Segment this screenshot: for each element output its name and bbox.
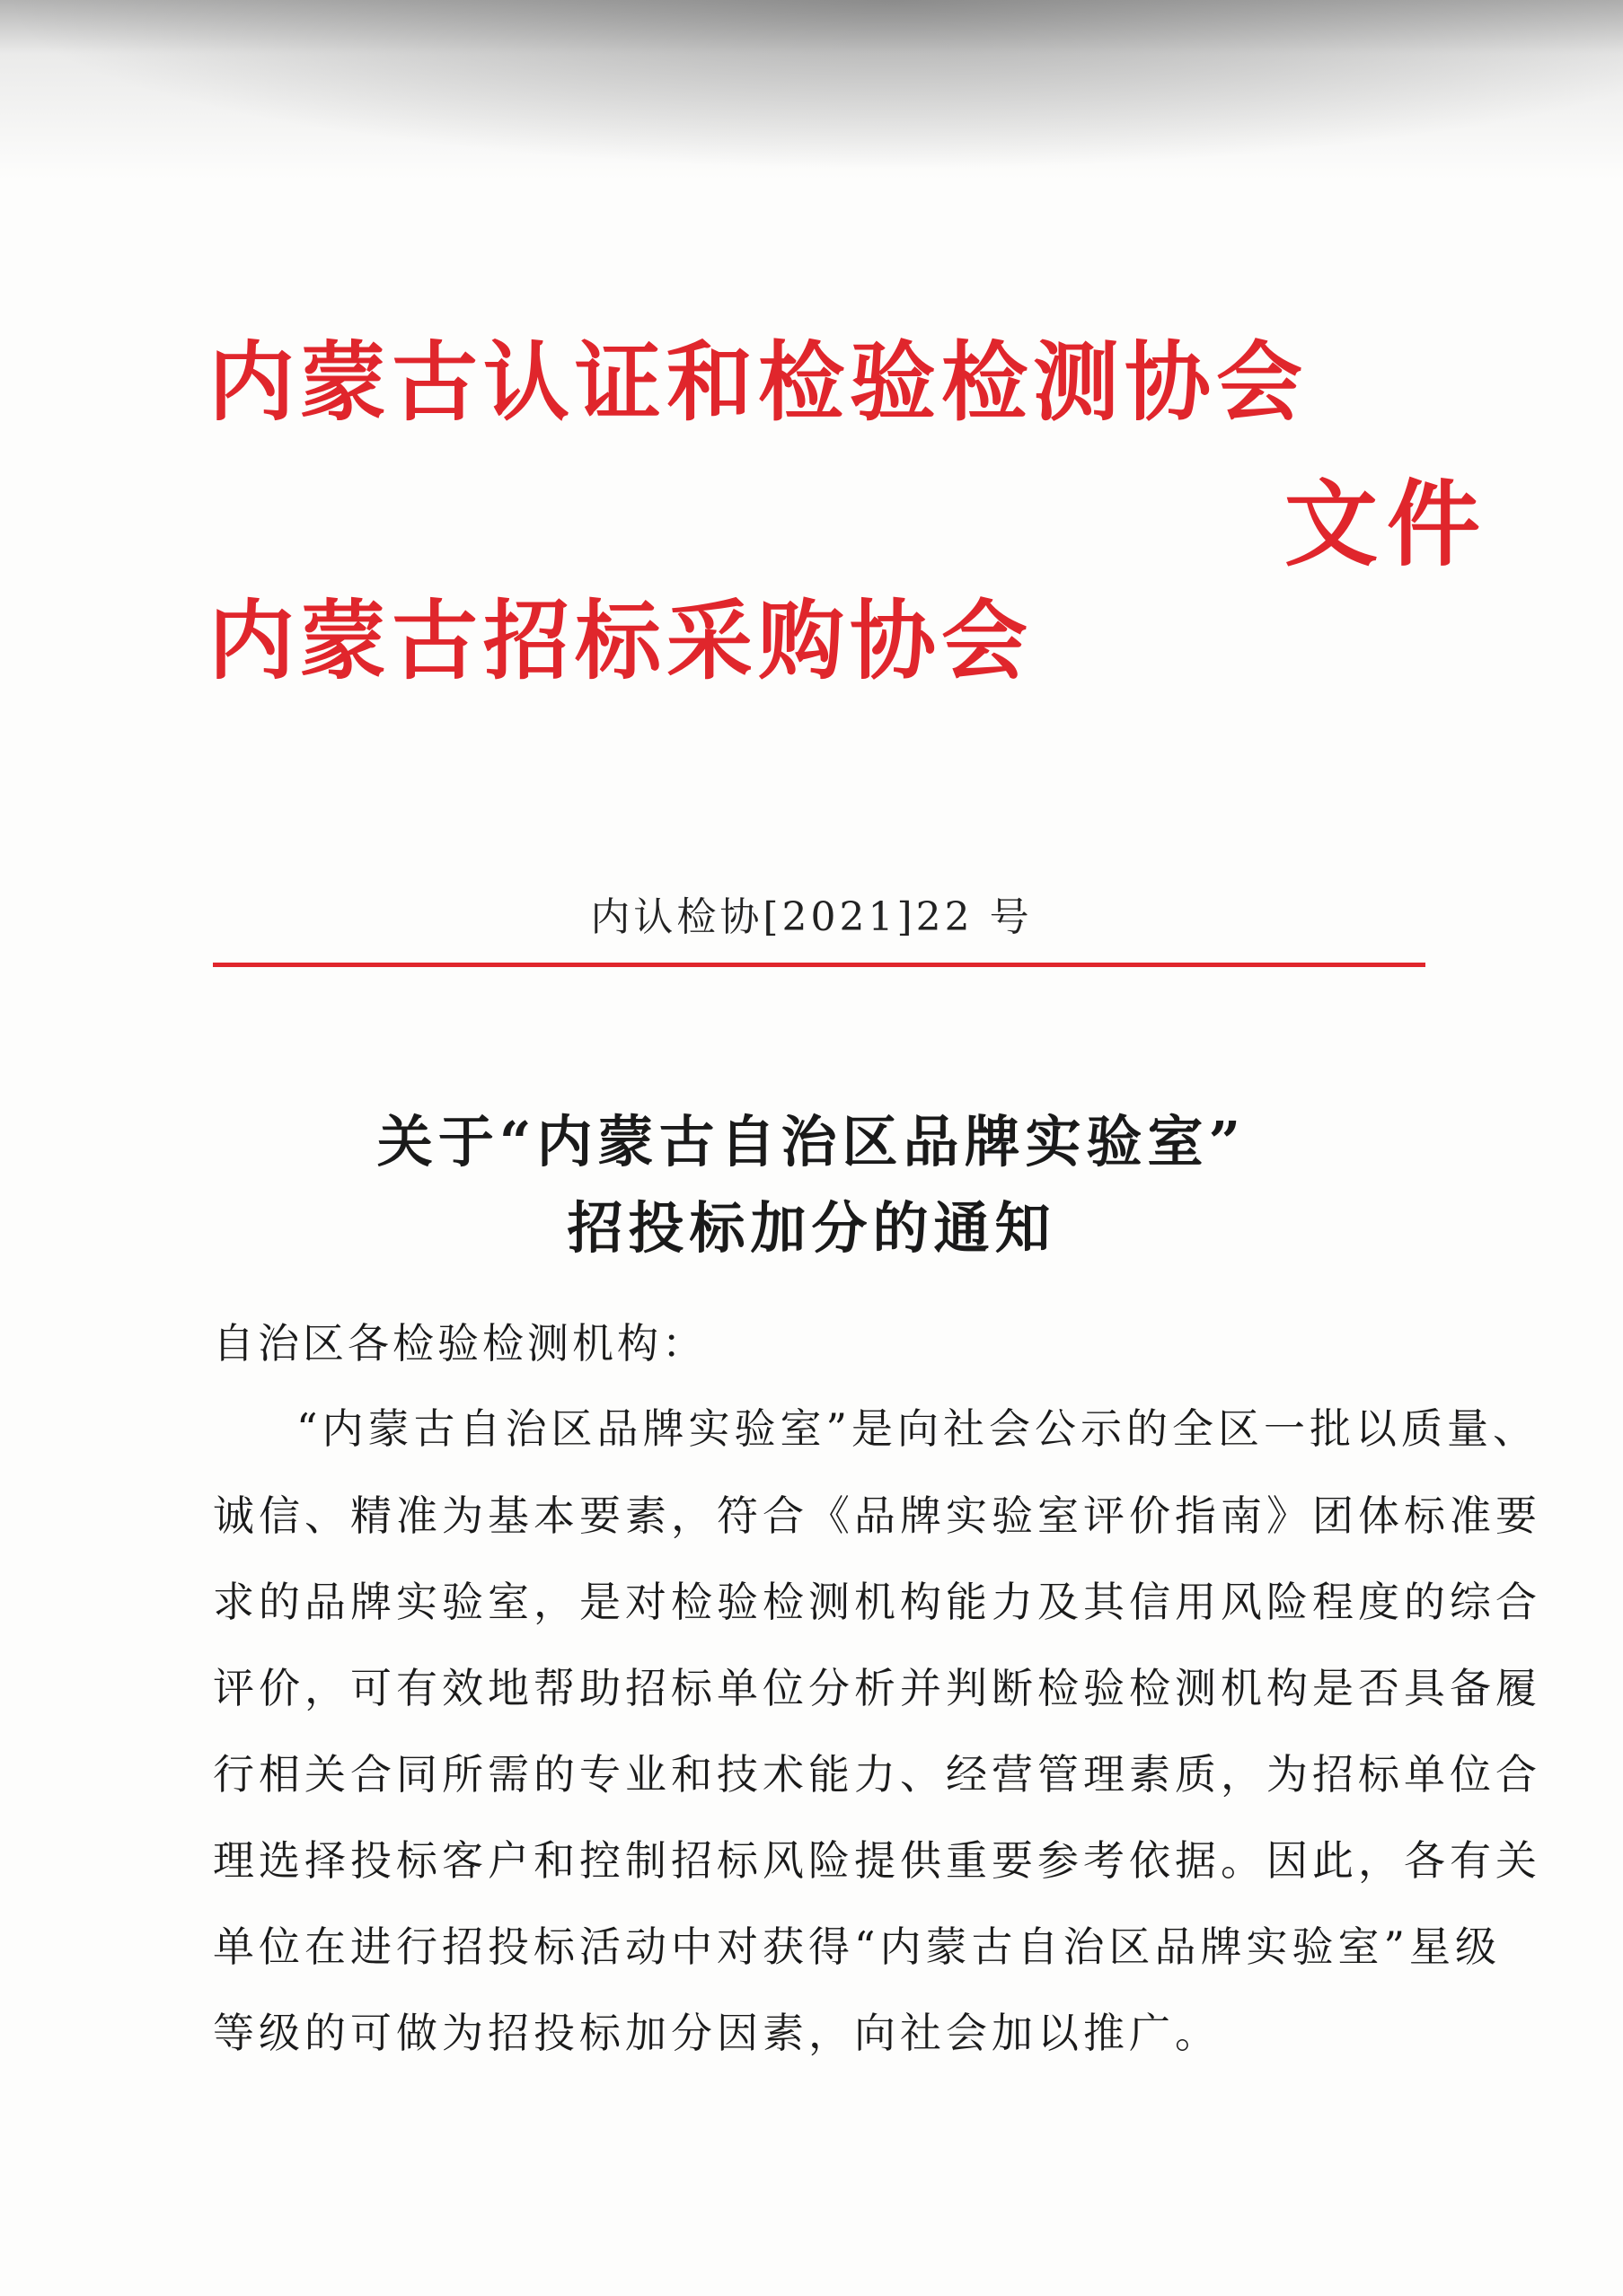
body-line: 评价，可有效地帮助招标单位分析并判断检验检测机构是否具备履	[213, 1664, 1541, 1712]
body-line: “内蒙古自治区品牌实验室”是向社会公示的全区一批以质量、	[296, 1404, 1539, 1453]
notice-title-line-2: 招投标加分的通知	[567, 1195, 1056, 1261]
body-line: 诚信、精准为基本要素，符合《品牌实验室评价指南》团体标准要	[213, 1491, 1541, 1540]
body-line: 单位在进行招投标活动中对获得“内蒙古自治区品牌实验室”星级	[213, 1922, 1502, 1971]
red-divider	[213, 963, 1425, 967]
body-line: 等级的可做为招投标加分因素，向社会加以推广。	[213, 2009, 1221, 2057]
body-line: 理选择投标客户和控制招标风险提供重要参考依据。因此，各有关	[213, 1836, 1541, 1885]
document-number: 内认检协[2021]22 号	[590, 894, 1033, 940]
scan-shadow	[0, 0, 1623, 171]
notice-title-line-1: 关于“内蒙古自治区品牌实验室”	[376, 1109, 1247, 1174]
issuing-org-2: 内蒙古招标采购协会	[208, 591, 1033, 691]
document-label: 文件	[1284, 470, 1490, 579]
body-line: 求的品牌实验室，是对检验检测机构能力及其信用风险程度的综合	[213, 1578, 1541, 1626]
body-line: 行相关合同所需的专业和技术能力、经营管理素质，为招标单位合	[213, 1750, 1541, 1799]
salutation: 自治区各检验检测机构：	[213, 1319, 707, 1368]
issuing-org-1: 内蒙古认证和检验检测协会	[208, 332, 1308, 433]
